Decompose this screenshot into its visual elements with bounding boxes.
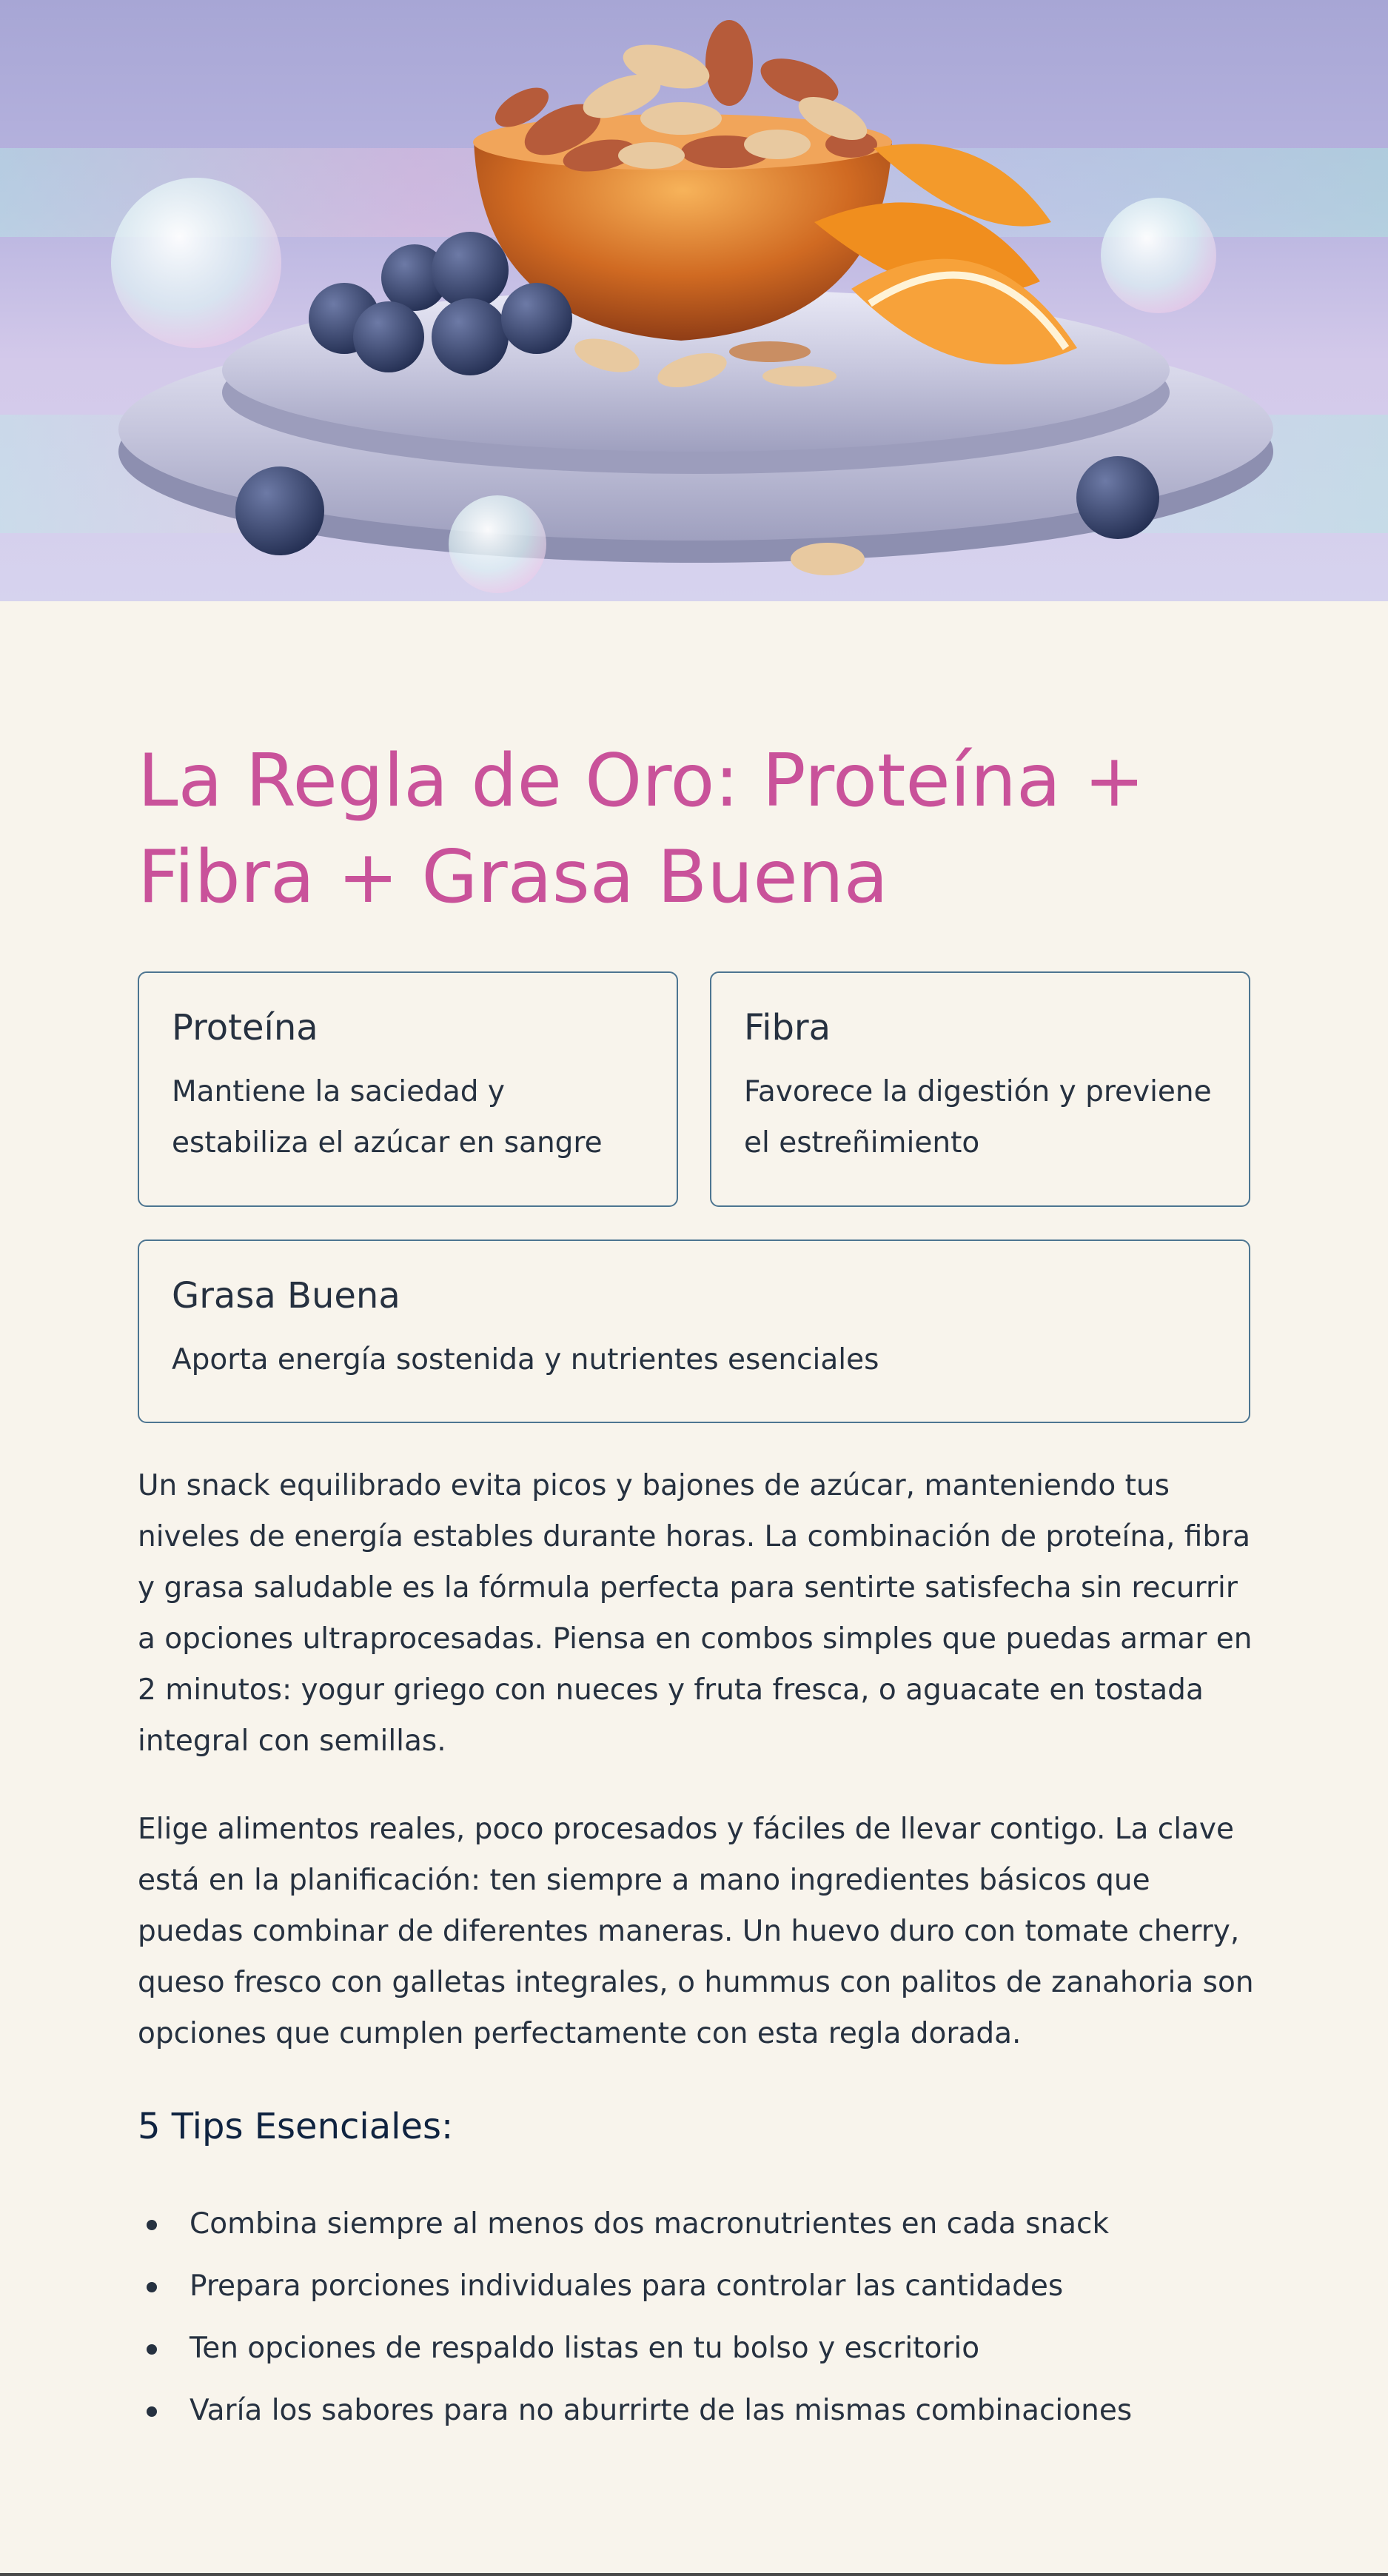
bullet-icon bbox=[147, 2282, 157, 2292]
card-text: Aporta energía sostenida y nutrientes esenciales bbox=[172, 1343, 879, 1376]
tip-text: Prepara porciones individuales para controlar las cantidades bbox=[190, 2269, 1064, 2303]
tips-list bbox=[138, 2193, 1132, 2442]
hero-illustration bbox=[0, 0, 1388, 601]
card-title: Grasa Buena bbox=[172, 1275, 400, 1317]
card-title: Fibra bbox=[744, 1007, 831, 1048]
tip-text: Ten opciones de respaldo listas en tu bolso y escritorio bbox=[190, 2332, 980, 2365]
article-title: La Regla de Oro: Proteína + Fibra + Grasa Buena bbox=[138, 739, 1145, 920]
paragraph: Un snack equilibrado evita picos y bajones de azúcar, manteniendo tus niveles de energía estables durante horas. La combinación de proteína, fibra y grasa saludable es la fórmula perfecta para sentirte satisfecha sin recurrir a opciones ultraprocesadas. Piensa en combos simples que puedas armar en 2 minutos: yogur griego con nueces y fruta fresca, o aguacate en tostada integral con semillas. bbox=[138, 1469, 1253, 1758]
bullet-icon bbox=[147, 2220, 157, 2230]
card-proteina bbox=[138, 971, 678, 1207]
bottom-divider bbox=[0, 2573, 1388, 2576]
list-item bbox=[138, 2255, 1132, 2318]
list-item bbox=[138, 2318, 1132, 2380]
card-title: Proteína bbox=[172, 1007, 318, 1048]
card-grasa-buena bbox=[138, 1240, 1250, 1423]
list-item bbox=[138, 2380, 1132, 2442]
paragraph: Elige alimentos reales, poco procesados y fáciles de llevar contigo. La clave está en la planificación: ten siempre a mano ingredientes básicos que puedas combinar de diferentes maneras. Un huevo duro con tomate cherry, queso fresco con galletas integrales, o hummus con palitos de zanahoria son opciones que cumplen perfectamente con esta regla dorada. bbox=[138, 1813, 1254, 2050]
card-text: Favorece la digestión y previene el estreñimiento bbox=[744, 1075, 1212, 1160]
bullet-icon bbox=[147, 2406, 157, 2417]
tip-text: Combina siempre al menos dos macronutrientes en cada snack bbox=[190, 2207, 1110, 2241]
tips-heading: 5 Tips Esenciales: bbox=[138, 2106, 454, 2147]
list-item bbox=[138, 2193, 1132, 2255]
hero-image bbox=[0, 0, 1388, 601]
card-text: Mantiene la saciedad y estabiliza el azúcar en sangre bbox=[172, 1075, 603, 1160]
card-fibra bbox=[710, 971, 1250, 1207]
bullet-icon bbox=[147, 2344, 157, 2355]
tip-text: Varía los sabores para no aburrirte de las mismas combinaciones bbox=[190, 2394, 1133, 2427]
